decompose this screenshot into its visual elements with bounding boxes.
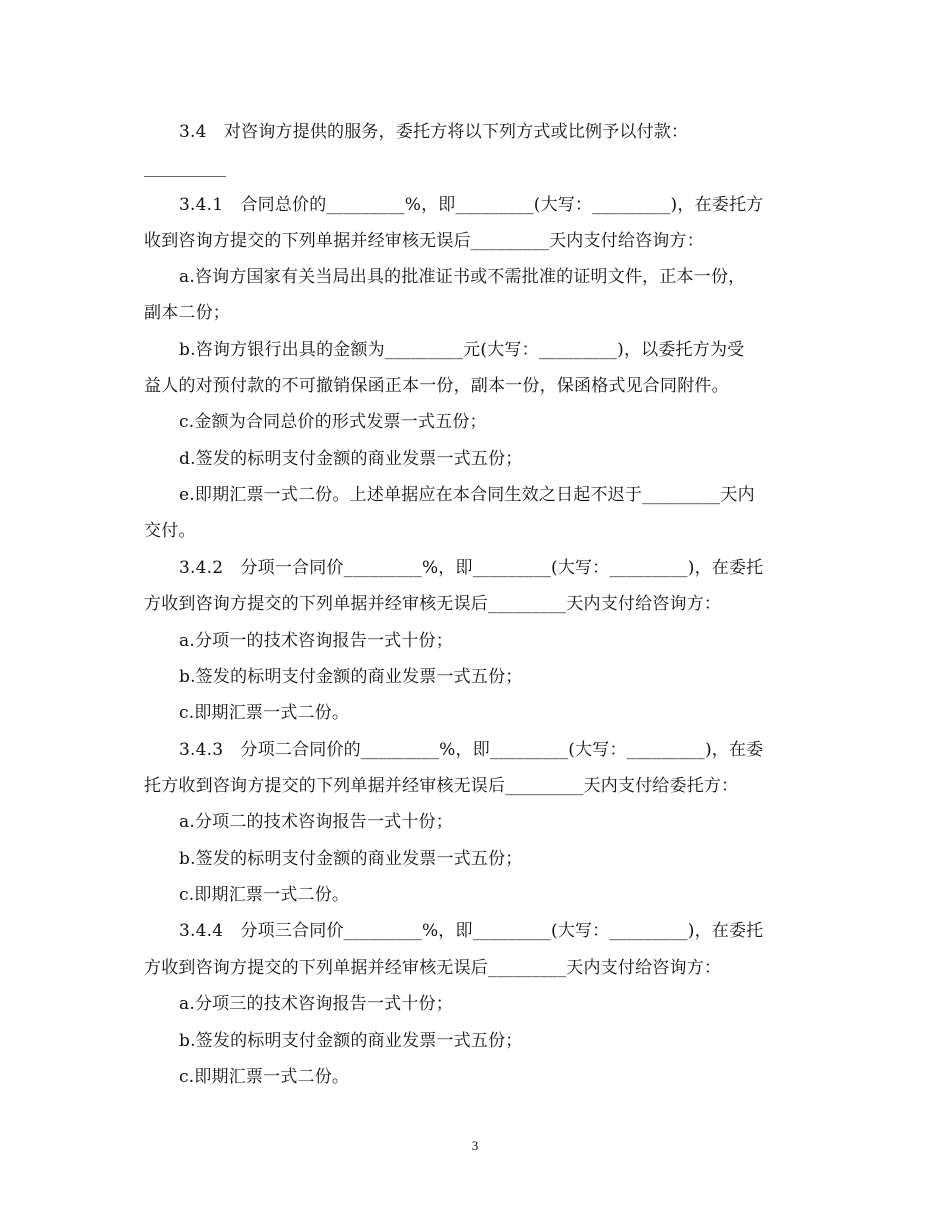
clause-3-4-1-item-c: c.金额为合同总价的形式发票一式五份； [179, 412, 487, 432]
clause-3-4-4-item-c: c.即期汇票一式二份。 [179, 1067, 350, 1087]
clause-3-4-1-item-a-line-1: a.咨询方国家有关当局出具的批准证书或不需批准的证明文件，正本一份， [179, 267, 746, 287]
clause-3-4-1-item-b-line-2: 益人的对预付款的不可撤销保函正本一份，副本一份，保函格式见合同附件。 [144, 376, 729, 396]
clause-3-4-4-item-a: a.分项三的技术咨询报告一式十份； [179, 994, 453, 1014]
clause-3-4-3-item-c: c.即期汇票一式二份。 [179, 885, 350, 905]
clause-3-4-3-line-2: 托方收到咨询方提交的下列单据并经审核无误后_________天内支付给委托方： [144, 776, 739, 796]
clause-3-4-1-item-a-line-2: 副本二份； [144, 303, 230, 323]
clause-3-4-1-line-1: 3.4.1 合同总价的_________%，即_________(大写：_________)，在委托方 [179, 195, 764, 215]
clause-3-4-2-item-c: c.即期汇票一式二份。 [179, 703, 350, 723]
clause-3-4-1-item-b-line-1: b.咨询方银行出具的金额为_________元(大写：_________)，以委托方为受 [179, 340, 745, 360]
clause-3-4-3-item-b: b.签发的标明支付金额的商业发票一式五份； [179, 849, 523, 869]
page-number: 3 [471, 1138, 479, 1153]
clause-3-4-2-line-2: 方收到咨询方提交的下列单据并经审核无误后_________天内支付给咨询方： [144, 594, 722, 614]
clause-3-4-3-item-a: a.分项二的技术咨询报告一式十份； [179, 812, 453, 832]
clause-3-4-heading: 3.4 对咨询方提供的服务，委托方将以下列方式或比例予以付款： [179, 122, 689, 142]
clause-3-4-2-item-a: a.分项一的技术咨询报告一式十份； [179, 631, 453, 651]
clause-3-4-3-line-1: 3.4.3 分项二合同价的_________%，即_________(大写：_________)，在委 [179, 740, 764, 760]
clause-3-4-4-item-b: b.签发的标明支付金额的商业发票一式五份； [179, 1031, 523, 1051]
clause-3-4-1-line-2: 收到咨询方提交的下列单据并经审核无误后_________天内支付给咨询方： [144, 231, 704, 251]
clause-3-4-1-item-d: d.签发的标明支付金额的商业发票一式五份； [179, 449, 523, 469]
clause-3-4-2-item-b: b.签发的标明支付金额的商业发票一式五份； [179, 667, 523, 687]
clause-3-4-4-line-1: 3.4.4 分项三合同价_________%，即_________(大写：_________)，在委托 [179, 921, 764, 941]
clause-3-4-1-item-e-line-1: e.即期汇票一式二份。上述单据应在本合同生效之日起不迟于_________天内 [179, 485, 755, 505]
clause-3-4-2-line-1: 3.4.2 分项一合同价_________%，即_________(大写：_________)，在委托 [179, 558, 764, 578]
clause-3-4-4-line-2: 方收到咨询方提交的下列单据并经审核无误后_________天内支付给咨询方： [144, 958, 722, 978]
blank-underline [144, 176, 226, 177]
clause-3-4-1-item-e-line-2: 交付。 [144, 521, 196, 541]
